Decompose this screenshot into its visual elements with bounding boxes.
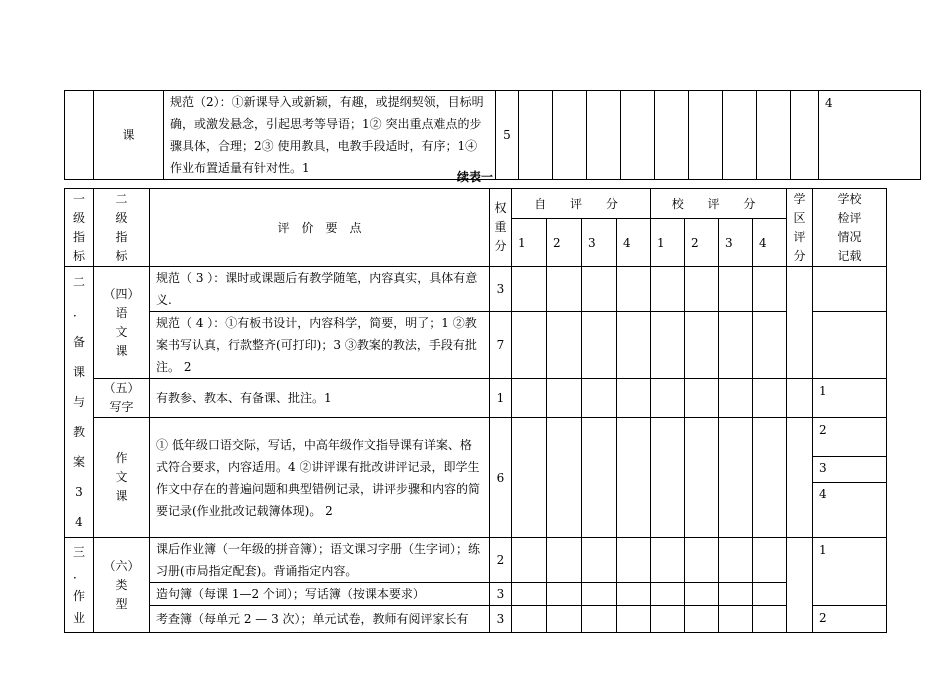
score-cell [587,91,621,180]
requirement-text: 有教参、教本、有备课、批注。1 [150,379,490,418]
school-sub-2: 2 [685,219,719,267]
self-sub-3: 3 [582,219,617,267]
score-cell [655,91,689,180]
table-title: 续表一 [456,170,493,184]
weight-cell: 1 [490,379,512,418]
header-level2: 二 级 指 标 [94,189,150,267]
requirement-text: 规范（ 3 ）：课时或课题后有教学随笔，内容真实，具体有意义. [150,267,490,312]
weight-cell: 6 [490,418,512,538]
top-partial-table [64,90,921,180]
header-weight: 权 重 分 [490,189,512,267]
requirement-text: 规范（2）：①新课导入或新颖，有趣，或提纲契领，目标明确，或激发悬念，引起思考等导语；1② 突出重点难点的步骤具体，合理；2③ 使用教具，电教手段适时，有序；1④ 作业布置适量有针对性。1 [164,91,496,180]
record-cell: 4 [819,487,827,501]
district-cell [787,267,813,379]
self-sub-4: 4 [617,219,651,267]
header-requirements: 评 价 要 点 [150,189,490,267]
record-cell: 1 [813,538,887,606]
requirement-text: 规范（ 4 ）：①有板书设计，内容科学，简要，明了；1 ②教案书写认真，行款整齐(可打印)；3 ③教案的教法，手段有批注。 2 [150,312,490,379]
requirement-text: ① 低年级口语交际，写话，中高年级作文指导课有详案、格式符合要求，内容适用。4 ②讲评课有批改讲评记录，即学生作文中存在的普遍问题和典型错例记录，讲评步骤和内容的简要记录(作业批改记载簿体现)。 2 [150,418,490,538]
header-level1: 一 级 指 标 [65,189,94,267]
col2-cell: 课 [94,91,164,180]
district-cell [787,538,813,633]
district-cell [787,379,813,418]
weight-cell: 3 [490,583,512,606]
score-cell [553,91,587,180]
district-cell [791,91,819,180]
level2-writing: （五） 写字 [94,379,150,418]
record-cell: 4 [819,91,921,180]
weight-cell: 5 [496,91,519,180]
col1-cell [65,91,94,180]
level1-homework: 三 ． 作 业 [65,538,94,633]
school-sub-3: 3 [719,219,753,267]
level1-preparation: 二 ． 备 课 与 教 案 3 4 [65,267,94,538]
level2-composition: 作 文 课 [94,418,150,538]
header-district-score: 学 区 评 分 [787,189,813,267]
score-cell [621,91,655,180]
continued-table [64,188,887,633]
level2-chinese-class: （四） 语 文 课 [94,267,150,379]
record-cell: 1 [813,379,887,418]
weight-cell: 2 [490,538,512,583]
requirement-text: 课后作业簿（一年级的拼音簿）；语文课习字册（生字词）；练习册(市局指定配套)。背诵指定内容。 [150,538,490,583]
record-cell [813,312,887,379]
school-sub-1: 1 [651,219,685,267]
record-cell: 2 [813,418,887,457]
record-cell [813,267,887,312]
weight-cell: 7 [490,312,512,379]
requirement-text: 考查簿（每单元 2 — 3 次）；单元试卷，教师有阅评家长有 [150,606,490,633]
district-cell [787,418,813,538]
score-cell [689,91,723,180]
level2-types: （六） 类 型 [94,538,150,633]
weight-cell: 3 [490,267,512,312]
requirement-text: 造句簿（每课 1—2 个词）；写话簿（按课本要求） [150,583,490,606]
self-sub-1: 1 [512,219,547,267]
weight-cell: 3 [490,606,512,633]
self-sub-2: 2 [547,219,582,267]
header-school-score: 校 评 分 [651,189,787,219]
score-cell [519,91,553,180]
header-record: 学校 检评 情况 记载 [813,189,887,267]
record-cell: 2 [813,606,887,633]
score-cell [723,91,757,180]
score-cell [757,91,791,180]
school-sub-4: 4 [753,219,787,267]
header-self-score: 自 评 分 [512,189,651,219]
record-cell: 3 [813,457,886,483]
